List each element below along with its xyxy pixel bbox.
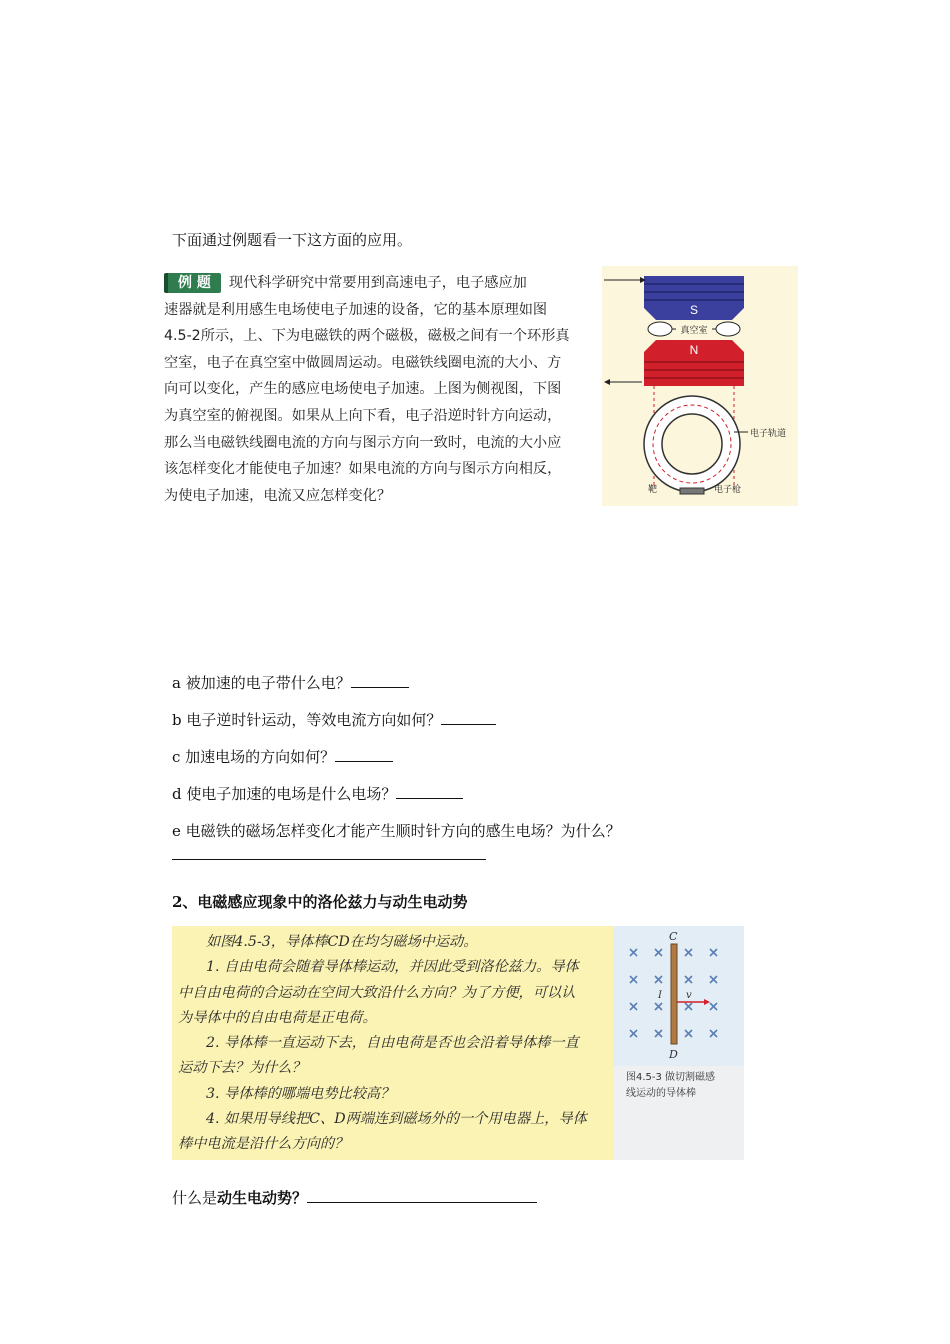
accelerator-diagram (602, 266, 798, 506)
question-a (172, 673, 409, 693)
label-c: C (669, 930, 678, 943)
label-v: v (686, 990, 692, 1001)
example-box-induction-accelerator (160, 266, 798, 506)
example-box-motional-emf (172, 926, 744, 1160)
example-tag: 例 题 (164, 273, 221, 293)
example2-line: 4. 如果用导线把C、D两端连到磁场外的一个用电器上，导体 (206, 1111, 587, 1128)
question-text: a 被加速的电子带什么电？ (172, 674, 351, 692)
example2-line: 为导体中的自由电荷是正电荷。 (178, 1009, 377, 1026)
example-line: 向可以变化，产生的感应电场使电子加速。上图为侧视图，下图 (164, 381, 562, 398)
gun-label: 电子枪 (714, 485, 742, 495)
answer-blank[interactable] (172, 845, 486, 860)
example-line: 速器就是利用感生电场使电子加速的设备，它的基本原理如图 (164, 301, 548, 318)
example-line: 为使电子加速，电流又应怎样变化？ (164, 487, 392, 504)
final-question-prefix: 什么是 (172, 1189, 218, 1207)
example-line: 该怎样变化才能使电子加速？如果电流的方向与图示方向相反， (164, 461, 562, 478)
answer-blank[interactable] (351, 673, 409, 688)
example2-line: 1. 自由电荷会随着导体棒运动，并因此受到洛伦兹力。导体 (206, 959, 579, 976)
caption-line: 线运动的导体棒 (626, 1088, 696, 1099)
answer-blank[interactable] (335, 747, 393, 762)
example2-line: 2. 导体棒一直运动下去，自由电荷是否也会沿着导体棒一直 (206, 1035, 579, 1052)
accelerator-figure (602, 266, 798, 506)
vacuum-chamber (648, 322, 740, 336)
question-text: c 加速电场的方向如何？ (172, 748, 336, 766)
example2-line: 3. 导体棒的哪端电势比较高？ (206, 1085, 395, 1102)
answer-blank[interactable] (441, 710, 496, 725)
example-line: 4.5-2所示，上、下为电磁铁的两个磁极，磁极之间有一个环形真 (164, 328, 570, 345)
chamber-top-view (644, 396, 740, 494)
caption-line: 图4.5-3 做切割磁感 (626, 1072, 716, 1083)
example2-line: 运动下去？为什么？ (178, 1060, 306, 1077)
final-question (172, 1188, 537, 1208)
question-text: d 使电子加速的电场是什么电场？ (172, 785, 397, 803)
orbit-label: 电子轨道 (750, 429, 787, 439)
example-line: 为真空室的俯视图。如果从上向下看，电子沿逆时针方向运动， (164, 407, 562, 424)
final-question-term: 动生电动势？ (217, 1189, 308, 1207)
intro-text: 下面通过例题看一下这方面的应用。 (172, 231, 413, 249)
magnet-s-pole (644, 276, 744, 320)
example-line: 现代科学研究中常要用到高速电子，电子感应加 (228, 275, 527, 291)
pole-n-label: N (689, 343, 699, 357)
conductor-rod (671, 944, 677, 1044)
question-text: b 电子逆时针运动，等效电流方向如何？ (172, 711, 442, 729)
answer-blank[interactable] (396, 784, 463, 799)
example-text (164, 270, 594, 509)
vacuum-label: 真空室 (680, 326, 708, 336)
example-line: 那么当电磁铁线圈电流的方向与图示方向一致时，电流的大小应 (164, 434, 562, 451)
example2-line: 如图4.5-3，导体棒CD在均匀磁场中运动。 (206, 934, 478, 950)
label-i: I (658, 990, 662, 1001)
conductor-rod-figure (614, 926, 744, 1160)
example2-text (178, 930, 608, 1158)
figure-caption (626, 1070, 736, 1102)
example2-line: 中自由电荷的合运动在空间大致沿什么方向？为了方便，可以认 (178, 984, 576, 1001)
pole-s-label: S (689, 303, 699, 317)
question-b (172, 710, 496, 730)
question-c (172, 747, 393, 767)
question-d (172, 784, 463, 804)
magnet-n-pole (644, 340, 744, 386)
section-heading: 2、电磁感应现象中的洛伦兹力与动生电动势 (172, 893, 468, 911)
magnetic-field-diagram (614, 926, 744, 1066)
target-label: 靶 (648, 485, 658, 495)
question-e (172, 821, 621, 841)
example2-line: 棒中电流是沿什么方向的？ (178, 1136, 349, 1153)
question-text: e 电磁铁的磁场怎样变化才能产生顺时针方向的感生电场？为什么？ (172, 822, 621, 840)
answer-blank[interactable] (307, 1188, 537, 1203)
example-line: 空室，电子在真空室中做圆周运动。电磁铁线圈电流的大小、方 (164, 354, 562, 371)
label-d: D (669, 1048, 678, 1061)
